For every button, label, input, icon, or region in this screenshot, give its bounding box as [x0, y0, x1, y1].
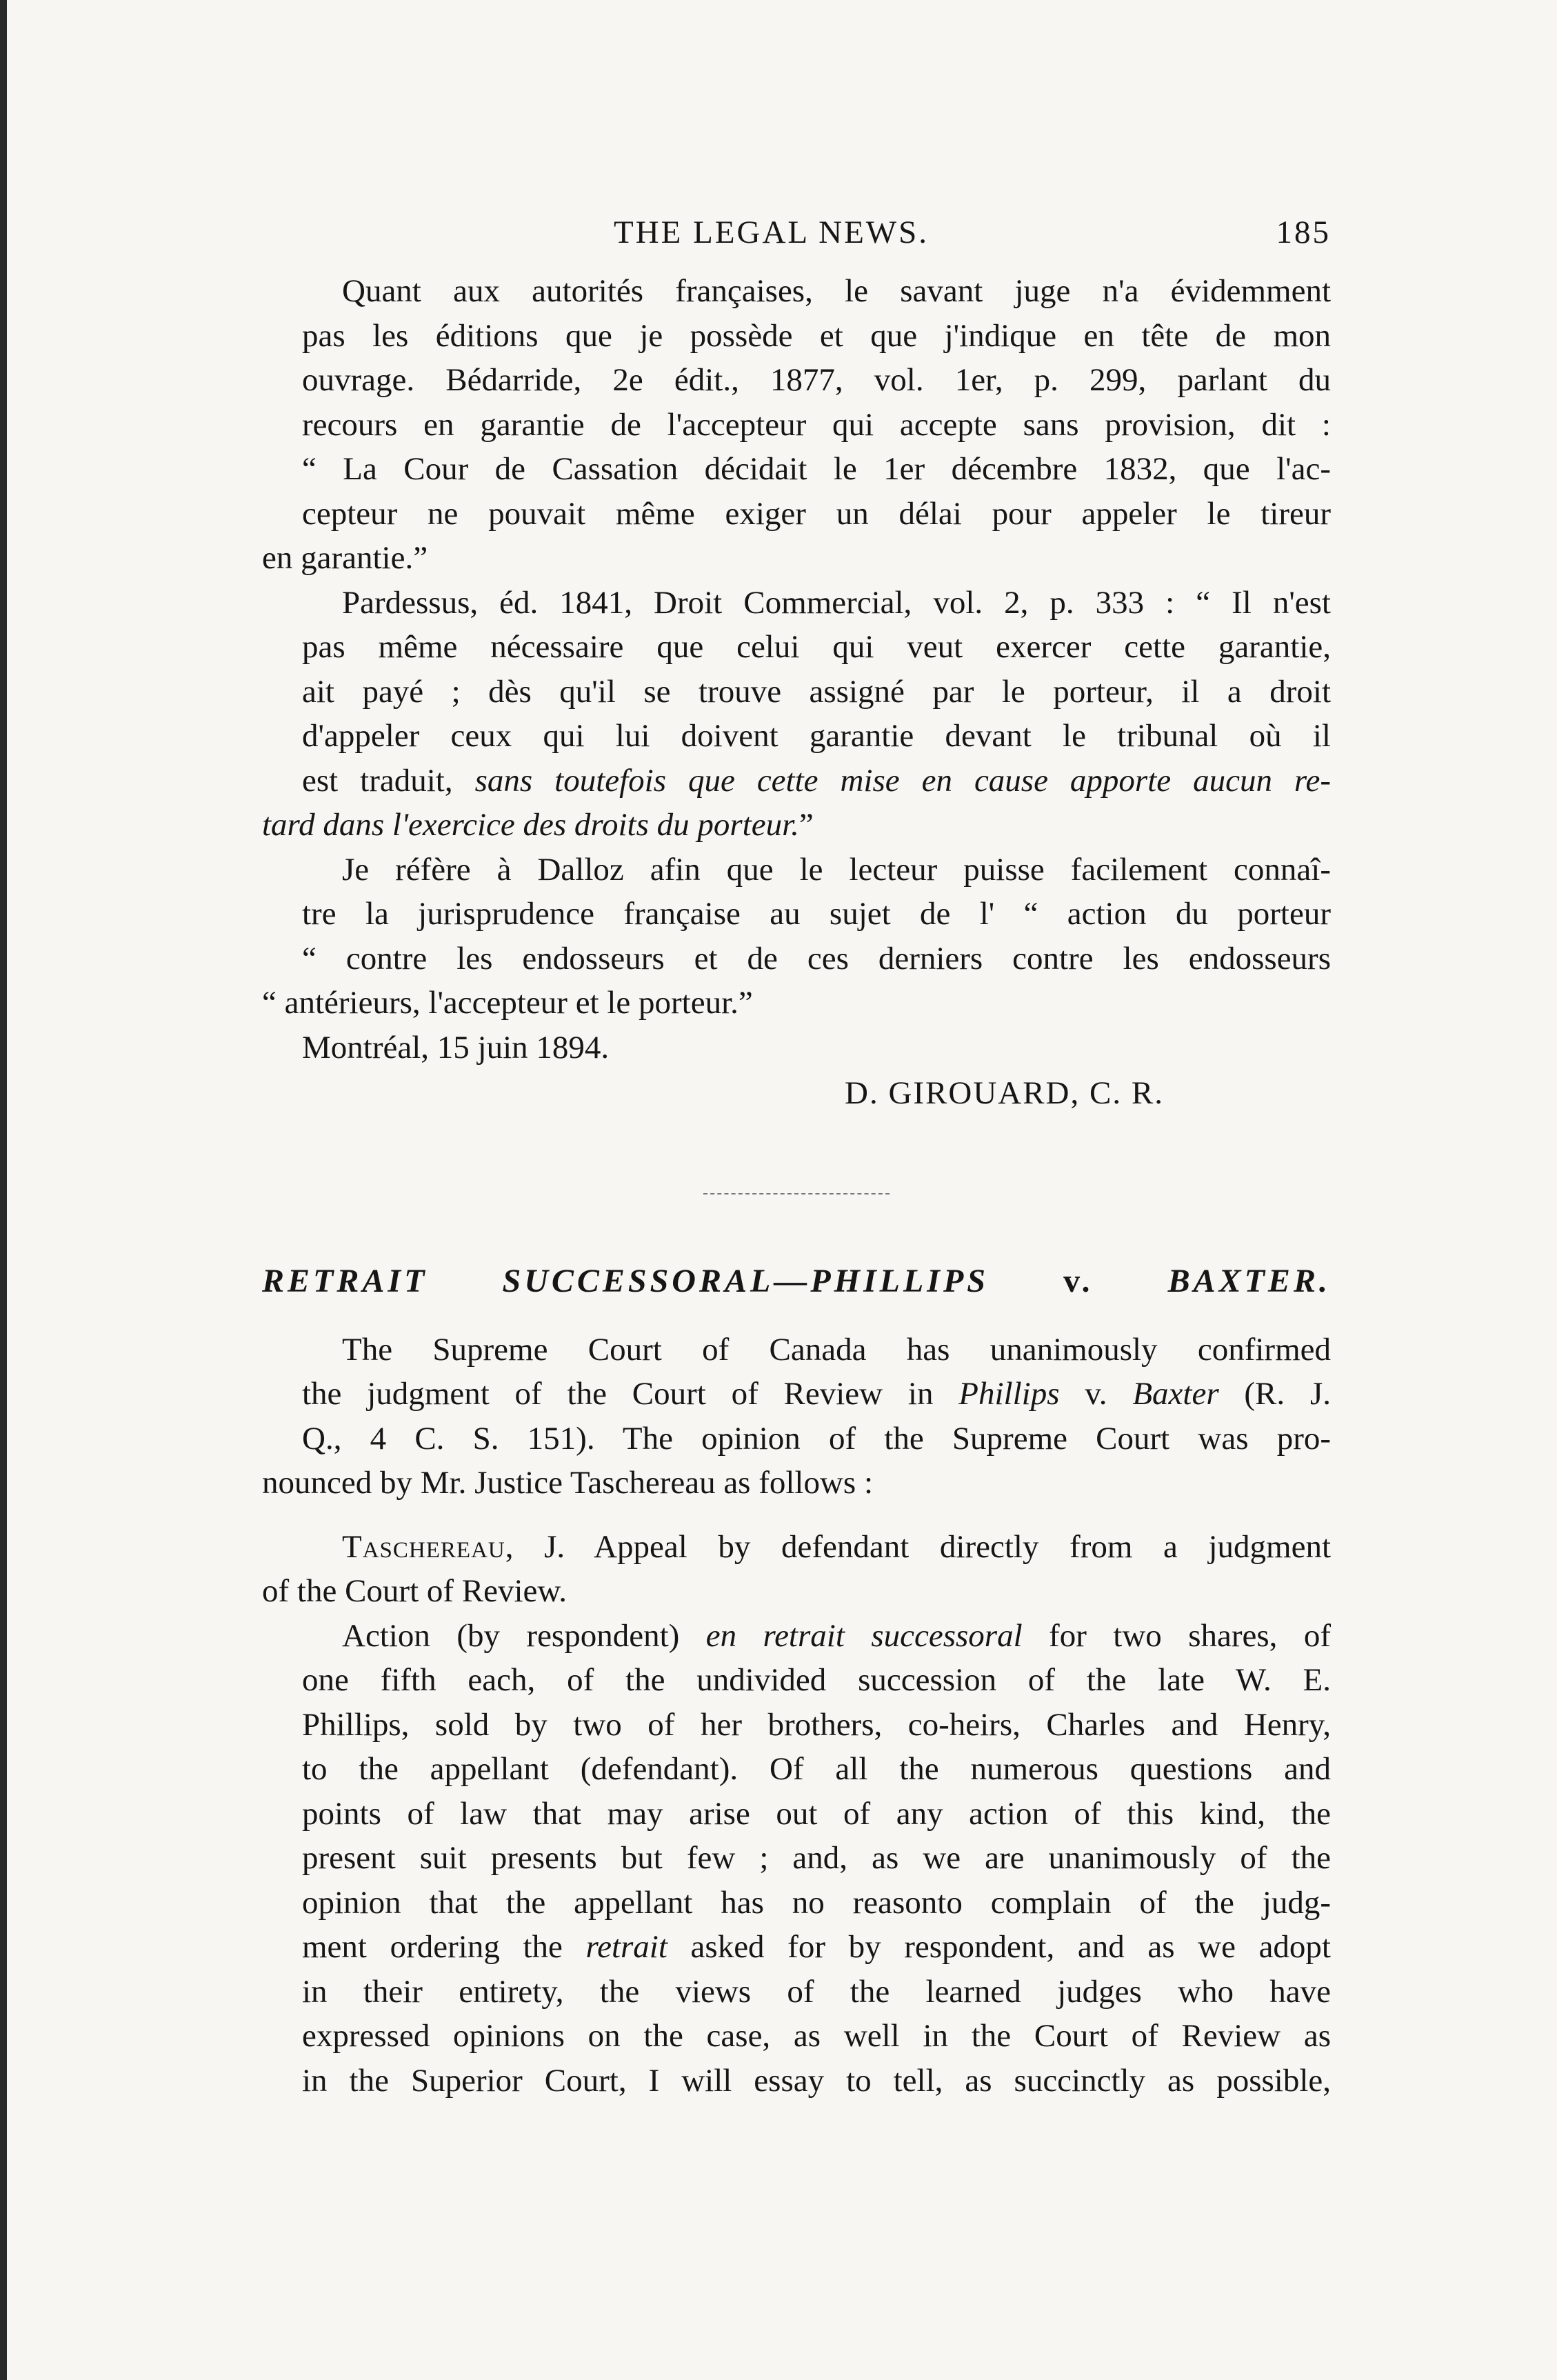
italic-quote: tard dans l'exercice des droits du porteur.	[262, 807, 799, 843]
section-title	[262, 1262, 1331, 1300]
text-line	[262, 803, 1331, 848]
page-header	[262, 214, 1331, 269]
legal-term: en retrait successoral	[705, 1617, 1023, 1654]
title-part: BAXTER.	[1167, 1262, 1331, 1299]
case-name: Phillips	[958, 1376, 1060, 1412]
text-line: one fifth each, of the undivided succession of the late W. E.	[302, 1662, 1331, 1698]
document-page	[262, 214, 1331, 2103]
text-run: , J. Appeal by defendant directly from a judgment	[505, 1528, 1331, 1565]
text-line: ouvrage. Bédarride, 2e édit., 1877, vol. 1er, p. 299, parlant du	[302, 362, 1331, 398]
text-line: nounced by Mr. Justice Taschereau as follows :	[262, 1465, 874, 1501]
text-run: Action (by respondent)	[342, 1617, 706, 1654]
running-title: THE LEGAL NEWS.	[614, 214, 930, 250]
text-line: cepteur ne pouvait même exiger un délai pour appeler le tireur	[302, 495, 1331, 532]
text-run: for two shares, of	[1022, 1617, 1331, 1654]
text-line: “ antérieurs, l'accepteur et le porteur.”	[262, 985, 753, 1021]
text-line: Quant aux autorités françaises, le savant juge n'a évidemment	[342, 273, 1331, 309]
text-line: en garantie.”	[262, 540, 428, 576]
text-run: asked for by respondent, and as we adopt	[667, 1929, 1331, 1965]
text-run: (R. J.	[1218, 1376, 1332, 1412]
text-line	[262, 1372, 1331, 1417]
paragraph-action	[262, 1614, 1331, 2103]
section-divider	[703, 1193, 890, 1197]
italic-quote: sans toutefois que cette mise en cause apporte aucun re-	[474, 762, 1331, 799]
text-line: Je réfère à Dalloz afin que le lecteur puisse facilement connaî-	[342, 851, 1331, 888]
text-line	[262, 1925, 1331, 1970]
paragraph-french-authorities	[262, 269, 1331, 581]
text-line: “ contre les endosseurs et de ces derniers contre les endosseurs	[302, 940, 1331, 977]
text-line: pas les éditions que je possède et que j'indique en tête de mon	[302, 317, 1331, 354]
case-name: Baxter	[1132, 1376, 1219, 1412]
text-line: in their entirety, the views of the learned judges who have	[302, 1973, 1331, 2010]
text-line: tre la jurisprudence française au sujet de l' “ action du porteur	[302, 896, 1331, 932]
text-run: v.	[1059, 1376, 1133, 1412]
paragraph-supreme-court	[262, 1328, 1331, 1506]
text-line: present suit presents but few ; and, as we are unanimously of the	[302, 1840, 1331, 1876]
text-run: ”	[798, 807, 814, 843]
scan-page-edge	[0, 0, 7, 2380]
text-line	[262, 1614, 1331, 1659]
title-part: SUCCESSORAL—PHILLIPS	[502, 1262, 989, 1299]
text-line: of the Court of Review.	[262, 1573, 567, 1609]
text-line: in the Superior Court, I will essay to tell, as succinctly as possible,	[302, 2062, 1331, 2099]
legal-term: retrait	[585, 1929, 667, 1965]
text-line: Q., 4 C. S. 151). The opinion of the Supreme Court was pro-	[302, 1420, 1331, 1457]
title-part: RETRAIT	[262, 1262, 428, 1299]
title-part: v.	[1063, 1262, 1094, 1299]
text-line: pas même nécessaire que celui qui veut exercer cette garantie,	[302, 629, 1331, 665]
text-run: est traduit,	[302, 762, 475, 799]
text-run: the judgment of the Court of Review in	[302, 1376, 959, 1412]
judge-name: Taschereau	[342, 1528, 505, 1565]
signature: D. GIROUARD, C. R.	[845, 1075, 1164, 1111]
paragraph-dalloz	[262, 848, 1331, 1026]
text-line: expressed opinions on the case, as well in the Court of Review as	[302, 2018, 1331, 2054]
page-number: 185	[1276, 214, 1331, 250]
text-run: ment ordering the	[302, 1929, 586, 1965]
paragraph-pardessus	[262, 581, 1331, 848]
text-line: points of law that may arise out of any action of this kind, the	[302, 1795, 1331, 1832]
place-and-date: Montréal, 15 juin 1894.	[302, 1029, 610, 1066]
paragraph-taschereau	[262, 1525, 1331, 1614]
text-line: Phillips, sold by two of her brothers, co-heirs, Charles and Henry,	[302, 1706, 1331, 1743]
text-line	[262, 759, 1331, 803]
text-line: Pardessus, éd. 1841, Droit Commercial, vol. 2, p. 333 : “ Il n'est	[342, 584, 1331, 621]
text-line: opinion that the appellant has no reasonto complain of the judg-	[302, 1884, 1331, 1921]
text-line	[262, 1525, 1331, 1570]
text-line: “ La Cour de Cassation décidait le 1er décembre 1832, que l'ac-	[302, 451, 1331, 487]
text-line: The Supreme Court of Canada has unanimously confirmed	[342, 1331, 1331, 1368]
text-line: ait payé ; dès qu'il se trouve assigné par le porteur, il a droit	[302, 673, 1331, 710]
text-line: recours en garantie de l'accepteur qui accepte sans provision, dit :	[302, 406, 1331, 443]
text-line: to the appellant (defendant). Of all the numerous questions and	[302, 1751, 1331, 1787]
text-line: d'appeler ceux qui lui doivent garantie devant le tribunal où il	[302, 718, 1331, 754]
